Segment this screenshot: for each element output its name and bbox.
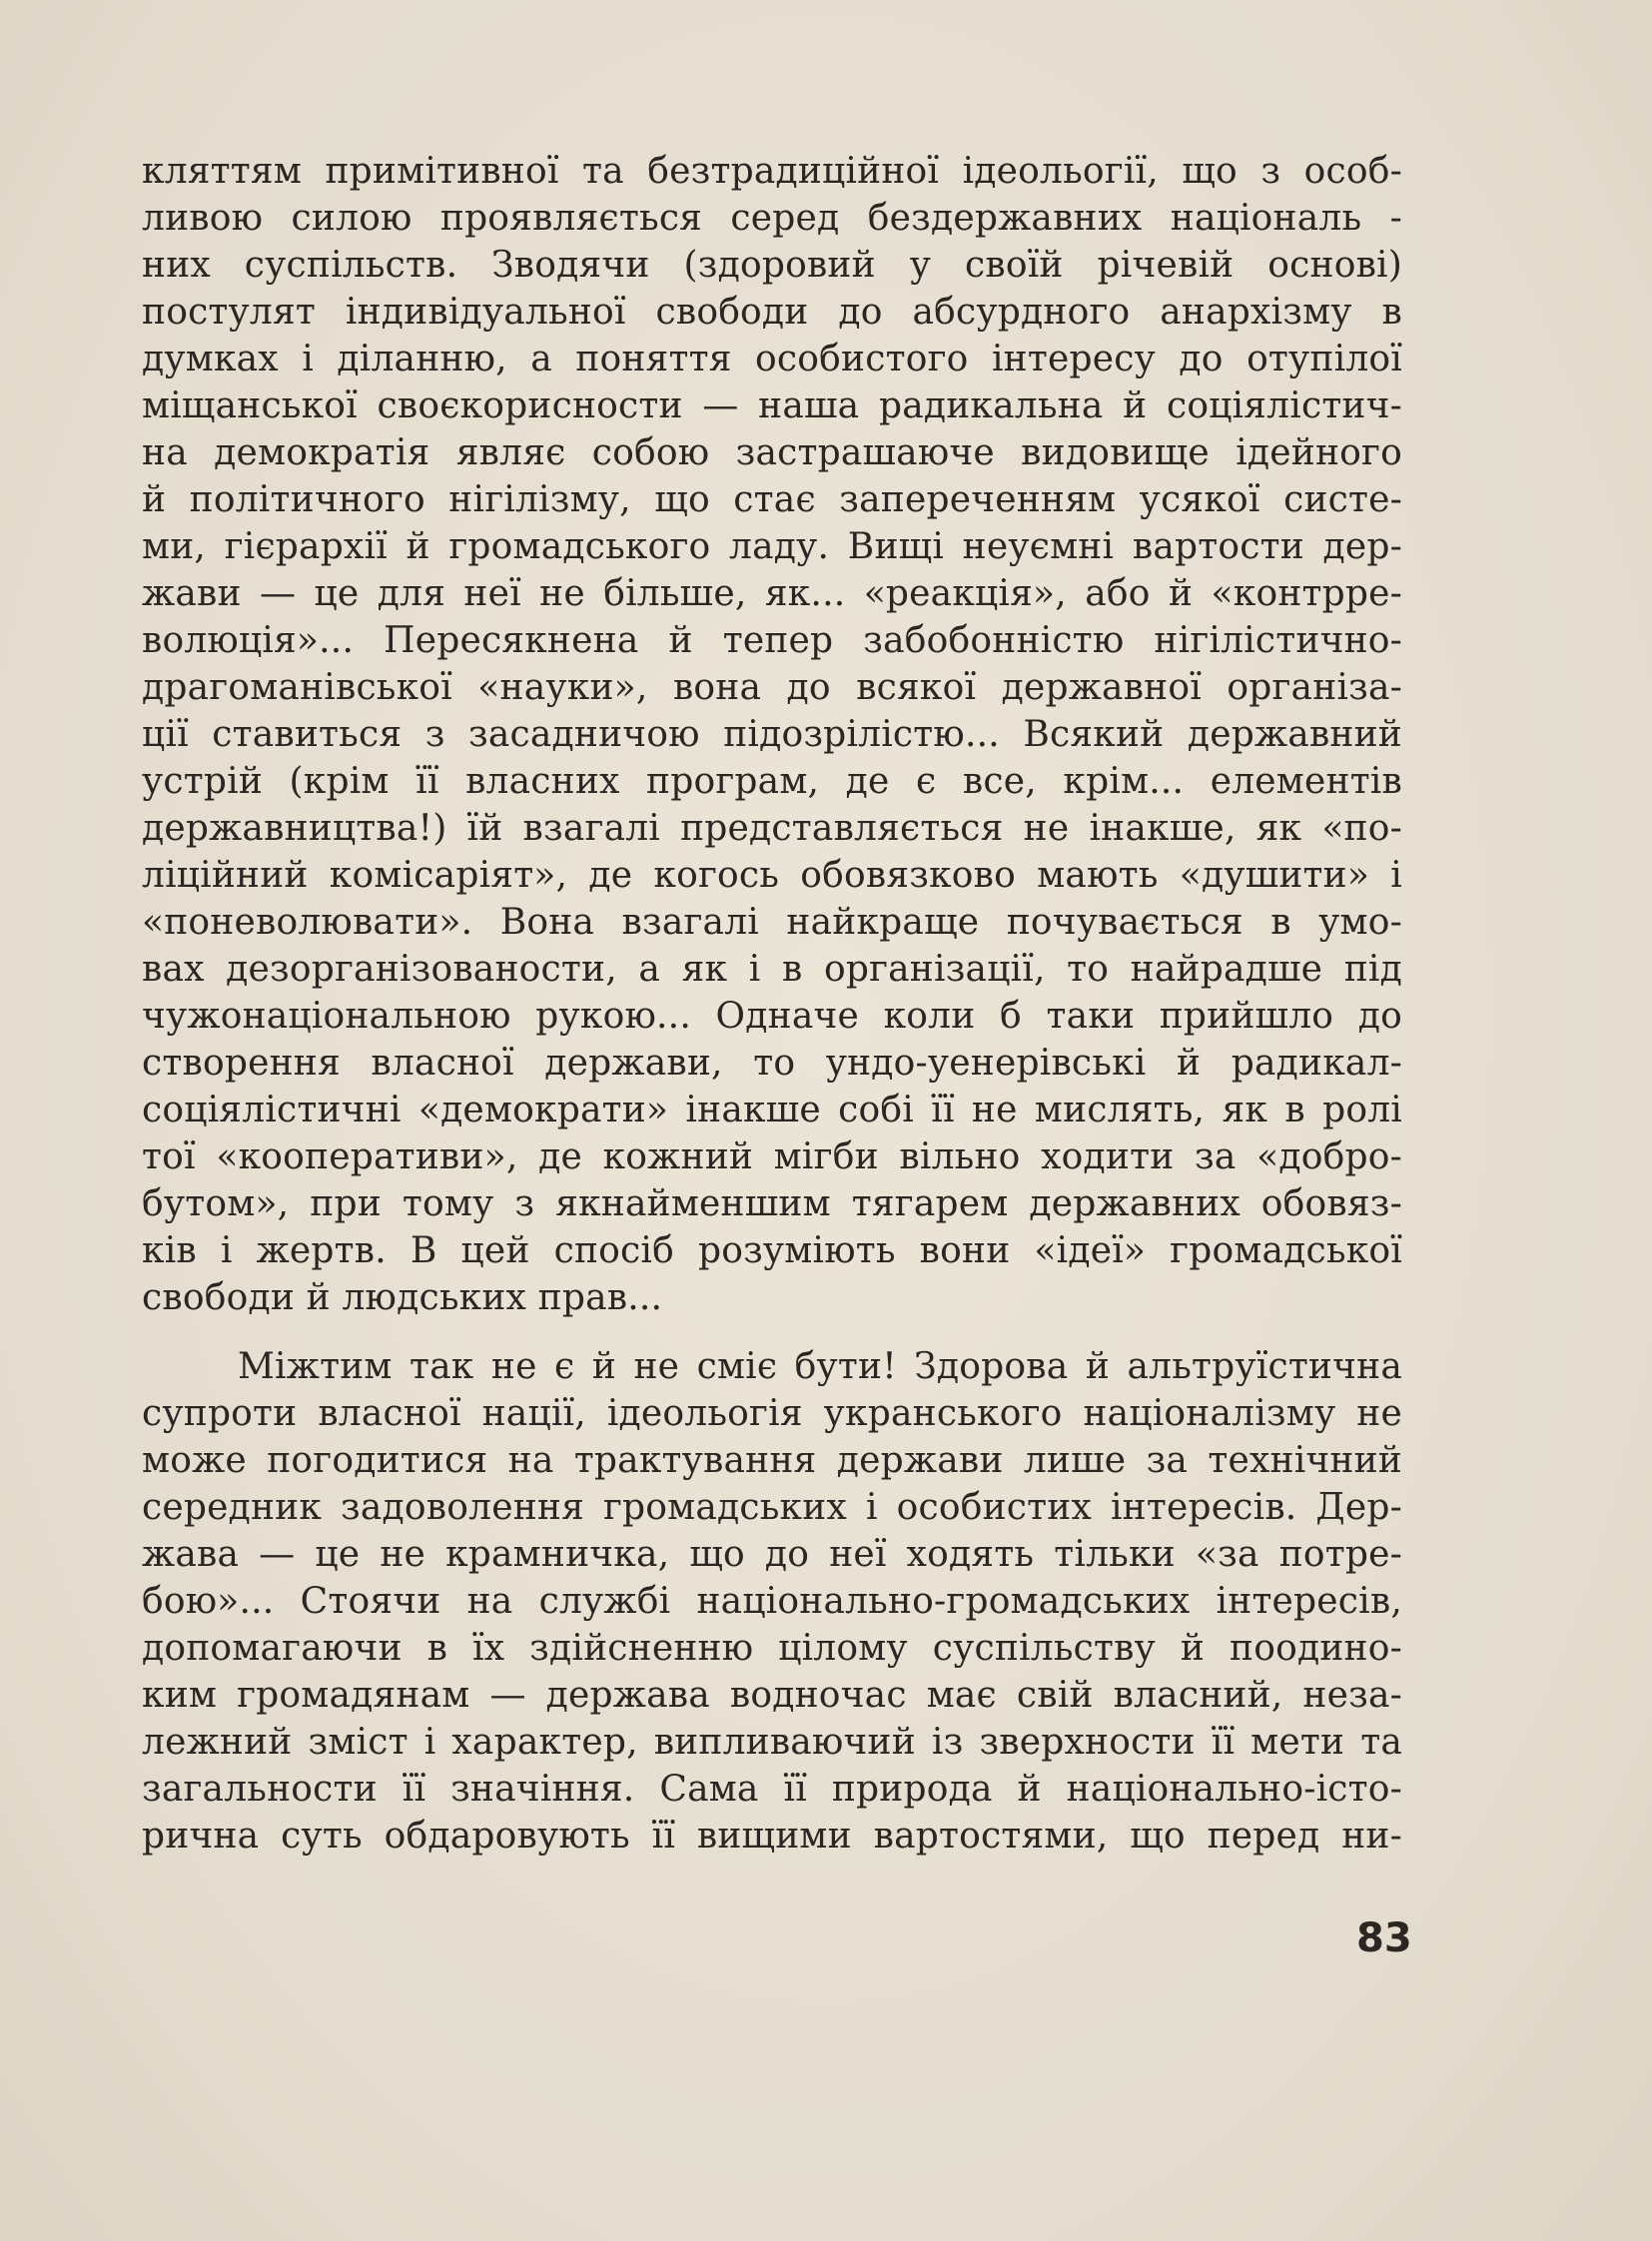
- text-line: ми, гієрархії й громадського ладу. Вищі неуємні вартости дер-: [142, 526, 1402, 567]
- text-line: постулят індивідуальної свободи до абсурдного анархізму в: [142, 292, 1402, 333]
- text-line: вах дезорганізованости, а як і в організації, то найрадше під: [142, 949, 1402, 990]
- text-line: супроти власної нації, ідеольогія укранського націоналізму не: [142, 1393, 1402, 1434]
- text-line: державництва!) їй взагалі представляється не інакше, як «по-: [142, 808, 1402, 849]
- text-line: ків і жертв. В цей спосіб розуміють вони «ідеї» громадської: [142, 1230, 1402, 1271]
- text-line: «поневолювати». Вона взагалі найкраще почувається в умо-: [142, 902, 1402, 943]
- text-line: ливою силою проявляється серед бездержавних національ -: [142, 198, 1402, 239]
- text-line: рична суть обдаровують її вищими вартостями, що перед ни-: [142, 1816, 1402, 1857]
- text-line: може погодитися на трактування держави лише за технічний: [142, 1440, 1402, 1481]
- text-line: драгоманівської «науки», вона до всякої державної організа-: [142, 667, 1402, 708]
- page-number: 83: [1356, 1915, 1412, 1961]
- text-line: кляттям примітивної та безтрадиційної ідеольогії, що з особ-: [142, 151, 1402, 192]
- text-line: ким громадянам — держава водночас має свій власний, неза-: [142, 1675, 1402, 1716]
- text-line: соціялістичні «демократи» інакше собі її не мислять, як в ролі: [142, 1090, 1402, 1130]
- text-line: ції ставиться з засадничою підозрілістю... Всякий державний: [142, 714, 1402, 755]
- text-line: волюція»... Пересякнена й тепер забобонністю нігілістично-: [142, 620, 1402, 661]
- text-line: Міжтим так не є й не сміє бути! Здорова й альтруїстична: [238, 1346, 1402, 1387]
- text-line: й політичного нігілізму, що стає запереченням усякої систе-: [142, 479, 1402, 520]
- text-line: лежний зміст і характер, випливаючий із зверхности її мети та: [142, 1722, 1402, 1763]
- text-line: створення власної держави, то ундо-уенерівські й радикал-: [142, 1043, 1402, 1084]
- text-line: ліційний комісаріят», де когось обовязково мають «душити» і: [142, 855, 1402, 896]
- text-line: свободи й людських прав...: [142, 1277, 663, 1318]
- text-line: жава — це не крамничка, що до неї ходять тільки «за потре-: [142, 1534, 1402, 1575]
- text-line: міщанської своєкорисности — наша радикальна й соціялістич-: [142, 385, 1402, 426]
- text-line: бою»... Стоячи на службі національно-громадських інтересів,: [142, 1581, 1402, 1622]
- text-line: жави — це для неї не більше, як... «реакція», або й «контрре-: [142, 573, 1402, 614]
- text-line: на демократія являє собою застрашаюче видовище ідейного: [142, 432, 1402, 473]
- text-line: чужонаціональною рукою... Одначе коли б таки прийшло до: [142, 996, 1402, 1037]
- paragraph-gap: [142, 1321, 1402, 1343]
- text-line: загальности її значіння. Сама її природа й національно-істо-: [142, 1769, 1402, 1810]
- text-line: думках і діланню, а поняття особистого інтересу до отупілої: [142, 339, 1402, 379]
- text-line: устрій (крім її власних програм, де є все, крім... елементів: [142, 761, 1402, 802]
- text-line: тої «кооперативи», де кожний мігби вільно ходити за «добро-: [142, 1136, 1402, 1177]
- text-line: них суспільств. Зводячи (здоровий у своїй річевій основі): [142, 245, 1402, 286]
- body-text: [142, 148, 1402, 1860]
- text-line: середник задоволення громадських і особистих інтересів. Дер-: [142, 1487, 1402, 1528]
- text-line: допомагаючи в їх здійсненню цілому суспільству й поодино-: [142, 1628, 1402, 1669]
- text-line: бутом», при тому з якнайменшим тягарем державних обовяз-: [142, 1183, 1402, 1224]
